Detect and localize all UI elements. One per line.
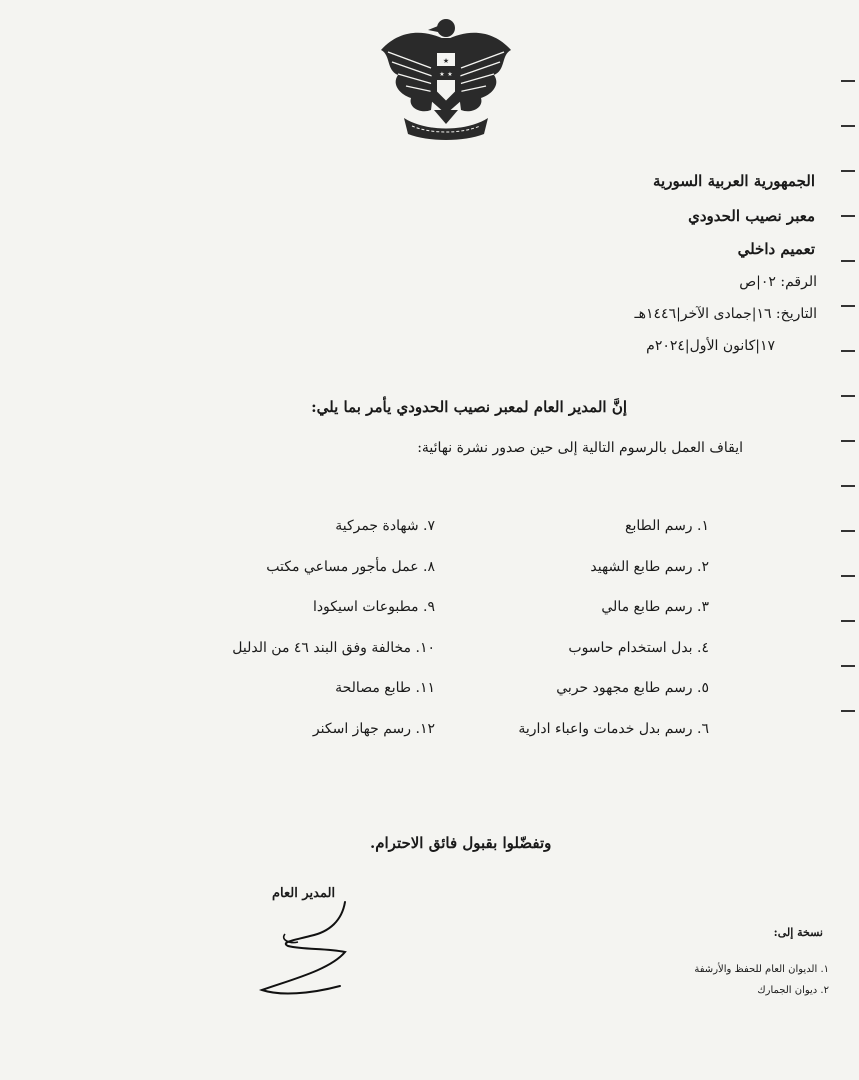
list-item: ١١. طابع مصالحة [335, 680, 435, 697]
list-item: ٨. عمل مأجور مساعي مكتب [266, 558, 435, 575]
list-item: ١. رسم الطابع [625, 518, 709, 534]
list-item: ٩. مطبوعات اسيكودا [312, 599, 435, 616]
list-item: ٦. رسم بدل خدمات واعباء ادارية [518, 720, 709, 737]
copies-label: نسخة إلى: [773, 926, 823, 939]
list-item: ٢. رسم طابع الشهيد [590, 558, 709, 575]
authority-name: معبر نصيب الحدودي [688, 207, 815, 225]
list-item: ١٢. رسم جهاز اسكنر [312, 720, 435, 737]
list-item: ٣. رسم طابع مالي [601, 599, 709, 616]
directive-intro: إنَّ المدير العام لمعبر نصيب الحدودي يأمر بما يلي: [311, 398, 627, 416]
document-type: تعميم داخلي [737, 240, 815, 258]
handwritten-signature [250, 900, 370, 1000]
directive-instruction: ايقاف العمل بالرسوم التالية إلى حين صدور نشرة نهائية: [417, 440, 743, 456]
svg-text:★: ★ [447, 71, 453, 78]
list-item: ٧. شهادة جمركية [335, 518, 435, 534]
fees-list-left [195, 518, 435, 762]
list-item: ٤. بدل استخدام حاسوب [568, 639, 709, 656]
closing-line: وتفضّلوا بقبول فائق الاحترام. [370, 834, 552, 852]
signatory-title: المدير العام [272, 886, 336, 901]
list-item: ١٠. مخالفة وفق البند ٤٦ من الدليل [232, 639, 435, 656]
copies-list [589, 964, 829, 1006]
svg-text:★: ★ [439, 71, 445, 78]
date-gregorian: ١٧|كانون الأول|٢٠٢٤م [646, 338, 775, 354]
edge-marks [835, 70, 859, 770]
fees-list-right [469, 518, 709, 762]
reference-number: الرقم: ٠٢|ص [739, 274, 817, 290]
syrian-eagle-emblem [376, 10, 516, 140]
list-item: ٥. رسم طابع مجهود حربي [556, 680, 709, 697]
list-item: ١. الديوان العام للحفظ والأرشفة [694, 964, 829, 975]
date-hijri: التاريخ: ١٦|جمادى الآخر|١٤٤٦هـ [634, 306, 817, 322]
country-name: الجمهورية العربية السورية [653, 172, 815, 190]
list-item: ٢. ديوان الجمارك [757, 985, 829, 996]
svg-text:★: ★ [442, 57, 450, 65]
